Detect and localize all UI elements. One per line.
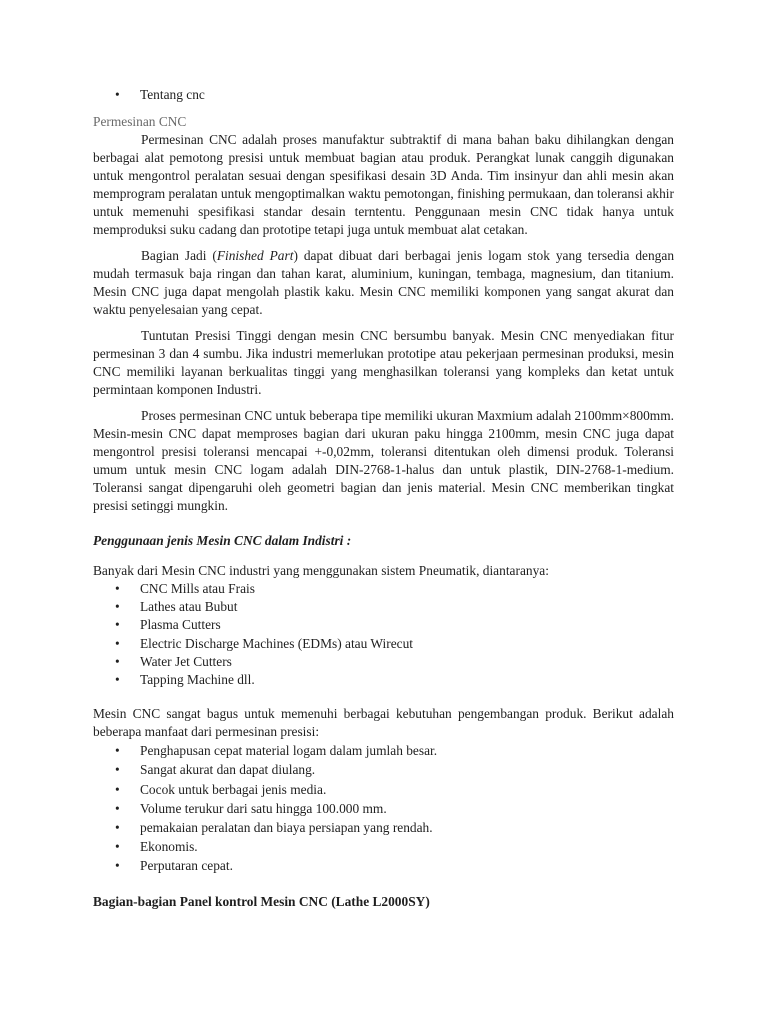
heading-panel: Bagian-bagian Panel kontrol Mesin CNC (Lathe L2000SY): [93, 893, 430, 909]
list-item: • Penghapusan cepat material logam dalam jumlah besar.: [93, 741, 674, 760]
section-label: Permesinan CNC: [93, 114, 187, 129]
list-item: • Electric Discharge Machines (EDMs) atau Wirecut: [93, 635, 674, 653]
list-item: • Lathes atau Bubut: [93, 598, 674, 616]
list-item: • Tentang cnc: [93, 86, 674, 104]
list-item: • Sangat akurat dan dapat diulang.: [93, 760, 674, 779]
top-bullet-list: [93, 86, 674, 104]
list-item: • Tapping Machine dll.: [93, 671, 674, 689]
finished-part-term: Finished Part: [216, 248, 294, 263]
list-item: • Volume terukur dari satu hingga 100.000 mm.: [93, 799, 674, 818]
list-item: • Perputaran cepat.: [93, 856, 674, 875]
list-item: • pemakaian peralatan dan biaya persiapan yang rendah.: [93, 818, 674, 837]
list-item: • Ekonomis.: [93, 837, 674, 856]
benefits-list: [93, 741, 674, 875]
list-item: • CNC Mills atau Frais: [93, 580, 674, 598]
list-item: • Plasma Cutters: [93, 616, 674, 634]
paragraph-intro: Permesinan CNC adalah proses manufaktur subtraktif di mana bahan baku dihilangkan dengan berbagai alat pemotong presisi untuk membuat bagian atau produk. Perangkat lunak canggih digunakan untuk mengontrol peralatan sesuai dengan spesifikasi desain 3D Anda. Tim insinyur dan ahli mesin akan memprogram peralatan untuk mengoptimalkan waktu pemotongan, finishing permukaan, dan toleransi akhir untuk memenuhi spesifikasi standar desain terntentu. Penggunaan mesin CNC tidak hanya untuk memproduksi suku cadang dan prototipe tetapi juga untuk membuat alat cetakan.: [93, 132, 674, 237]
heading-usage: Penggunaan jenis Mesin CNC dalam Indistri :: [93, 533, 352, 548]
list-item: • Water Jet Cutters: [93, 653, 674, 671]
machine-types-list: [93, 580, 674, 689]
paragraph-precision: Tuntutan Presisi Tinggi dengan mesin CNC bersumbu banyak. Mesin CNC menyediakan fitur permesinan 3 dan 4 sumbu. Jika industri memerlukan prototipe atau pekerjaan permesinan produksi, mesin CNC memiliki layanan berkualitas tinggi yang menghasilkan toleransi yang kompleks dan ketat untuk permintaan komponen Industri.: [93, 328, 674, 397]
paragraph-process: Proses permesinan CNC untuk beberapa tipe memiliki ukuran Maxmium adalah 2100mm×800mm. Mesin-mesin CNC dapat memproses bagian dari ukuran paku hingga 2100mm, mesin CNC juga dapat mengontrol presisi toleransi mencapai +-0,02mm, toleransi ditentukan oleh dimensi produk. Toleransi umum untuk mesin CNC logam adalah DIN-2768-1-halus dan untuk plastik, DIN-2768-1-medium. Toleransi sangat dipengaruhi oleh geometri bagian dan jenis material. Mesin CNC memberikan tingkat presisi setinggi mungkin.: [93, 408, 674, 513]
usage-intro: Banyak dari Mesin CNC industri yang menggunakan sistem Pneumatik, diantaranya:: [93, 563, 549, 578]
benefits-intro: Mesin CNC sangat bagus untuk memenuhi berbagai kebutuhan pengembangan produk. Berikut adalah beberapa manfaat dari permesinan presisi:: [93, 706, 674, 740]
paragraph-finished-part: Bagian Jadi (Finished Part) dapat dibuat dari berbagai jenis logam stok yang tersedia dengan mudah termasuk baja ringan dan tahan karat, aluminium, kuningan, tembaga, magnesium, dan titanium. Mesin CNC juga dapat mengolah plastik kaku. Mesin CNC memiliki komponen yang sangat akurat dan waktu penyelesaian yang cepat.: [93, 248, 675, 317]
list-item: • Cocok untuk berbagai jenis media.: [93, 780, 674, 799]
